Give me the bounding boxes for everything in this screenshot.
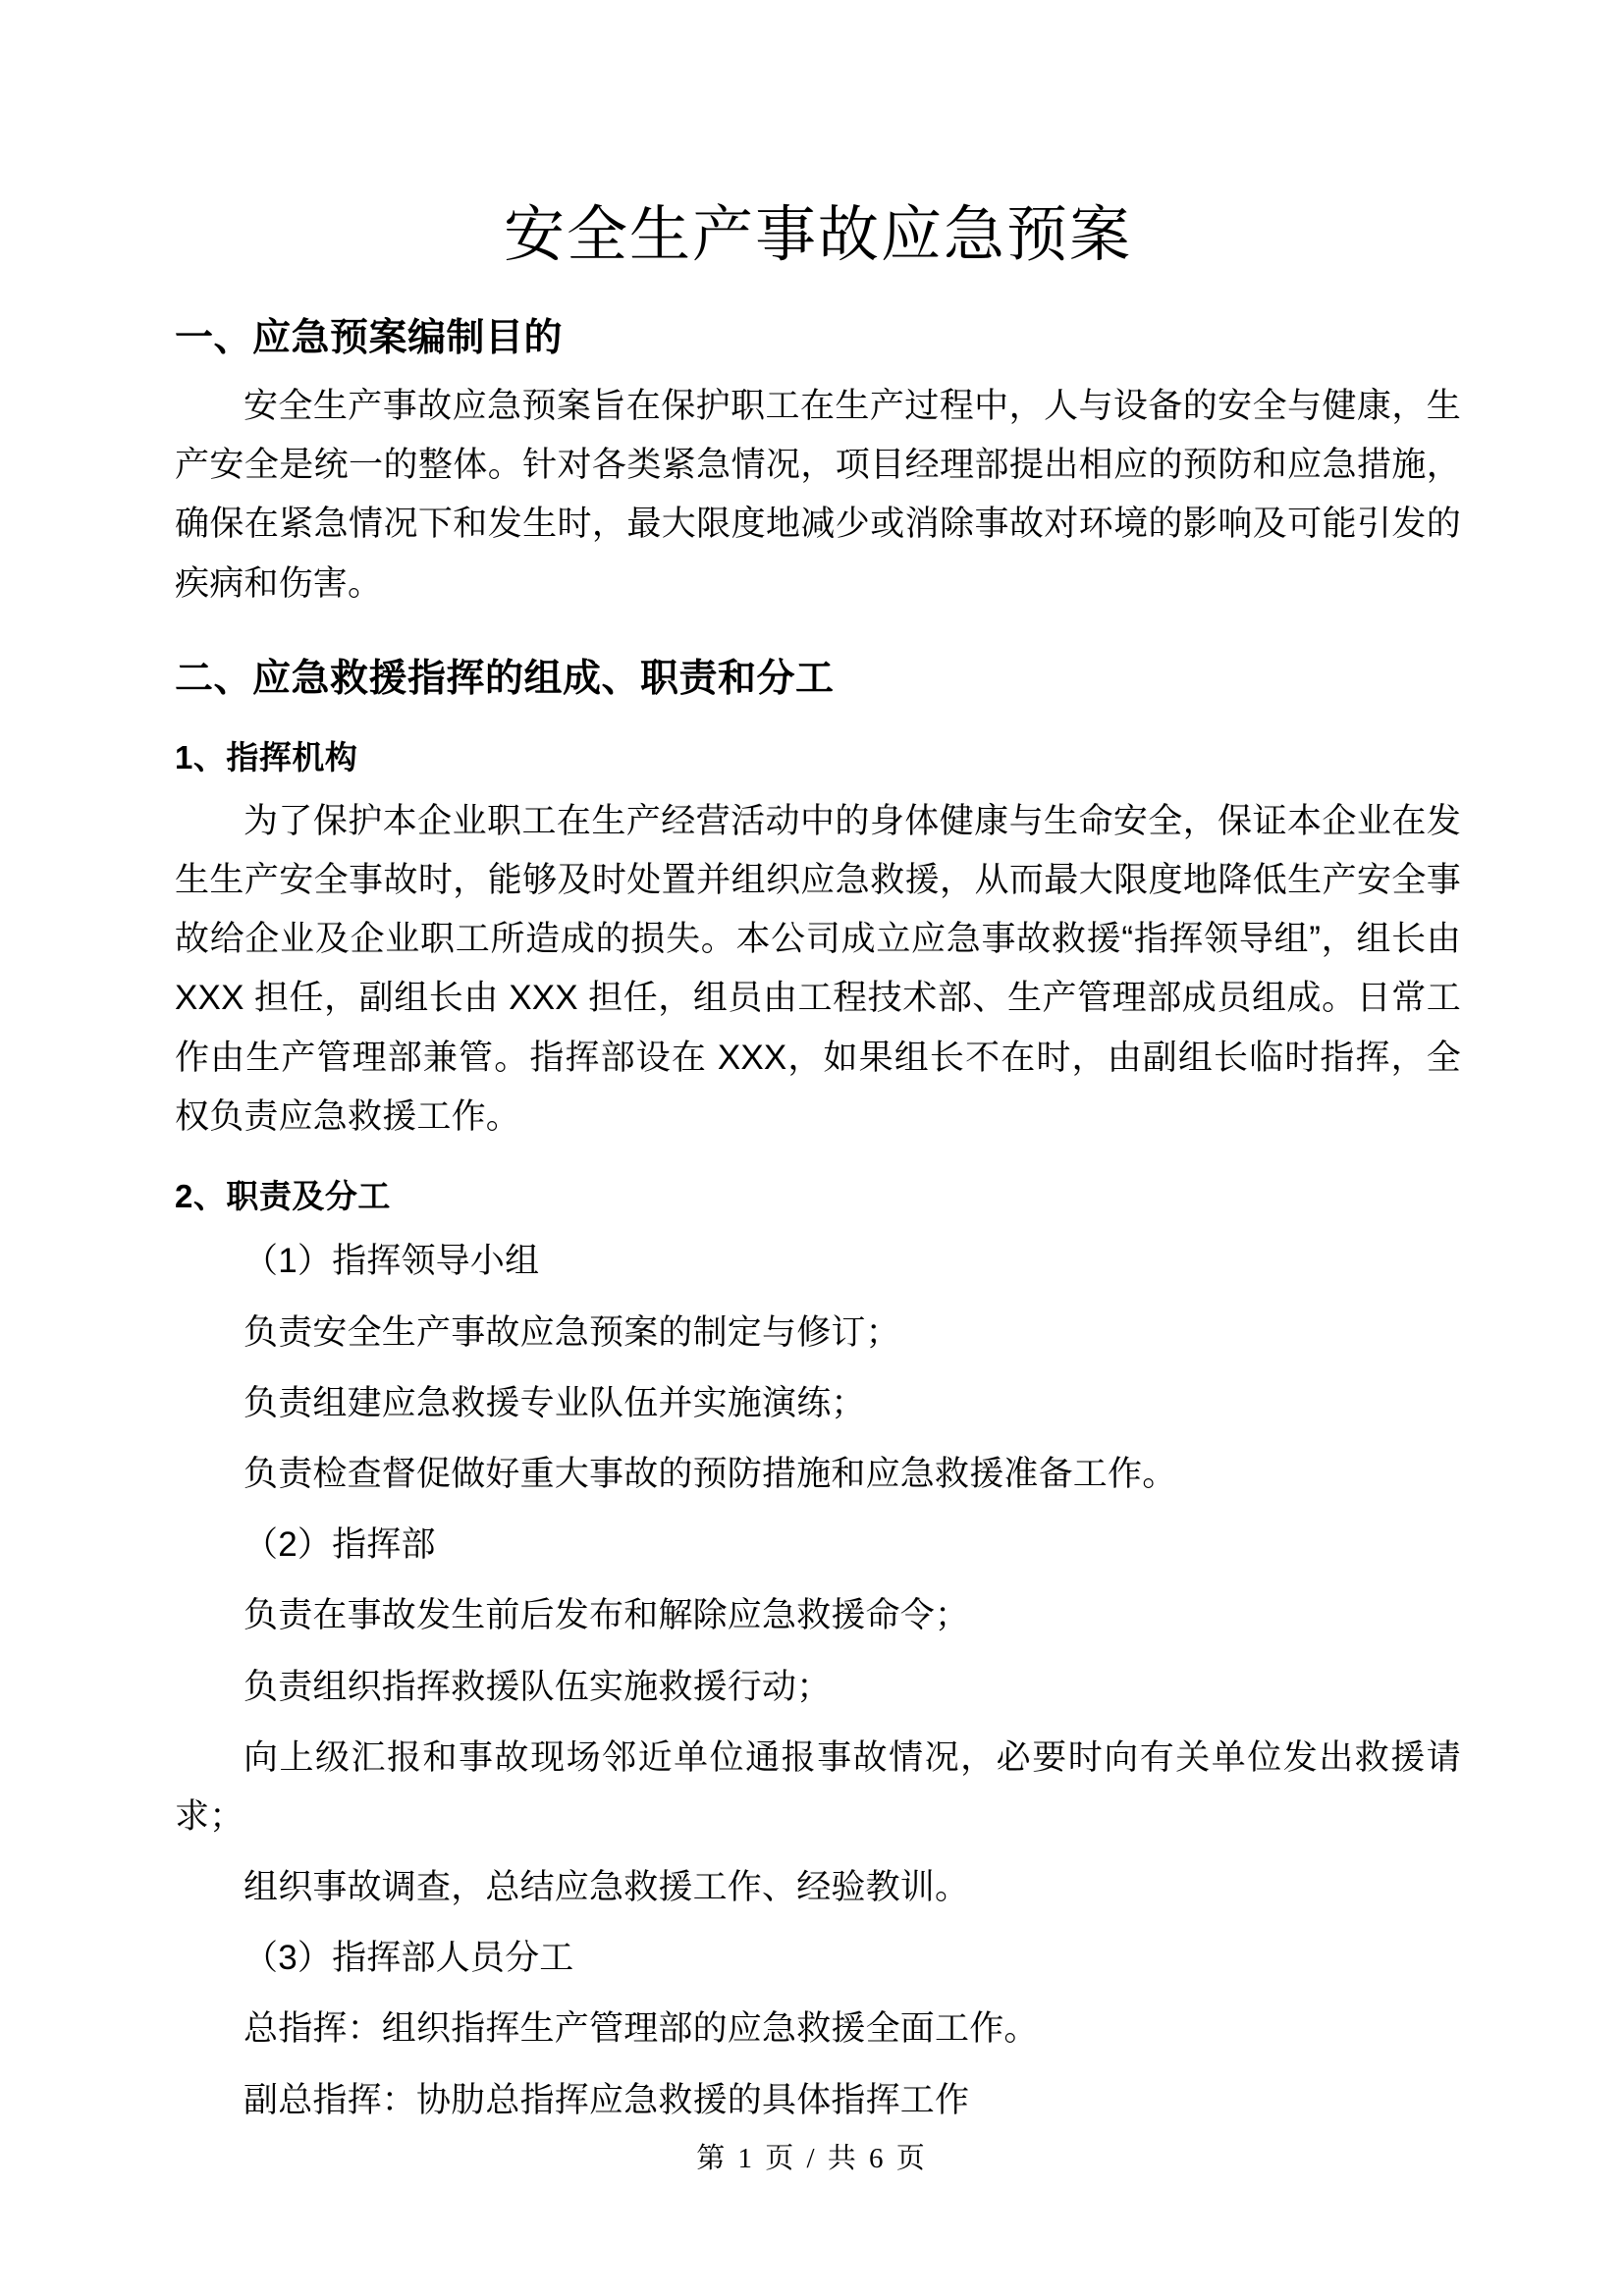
page-footer: 第 1 页 / 共 6 页: [696, 2143, 928, 2174]
list-item: 负责组织指挥救援队伍实施救援行动；: [244, 1667, 832, 1706]
list-item: 负责组建应急救援专业队伍并实施演练；: [244, 1383, 866, 1422]
list-item: 组织事故调查，总结应急救援工作、经验教训。: [244, 1868, 970, 1907]
section-heading-2: 二、应急救援指挥的组成、职责和分工: [175, 657, 835, 700]
list-item: 负责安全生产事故应急预案的制定与修订；: [244, 1312, 900, 1352]
list-item: 副总指挥：协肋总指挥应急救援的具体指挥工作: [244, 2080, 970, 2119]
subsection-heading-2-1: 1、指挥机构: [175, 739, 358, 776]
list-item: （1）指挥领导小组: [244, 1242, 540, 1281]
page-title: 安全生产事故应急预案: [503, 198, 1132, 270]
document-content: [175, 0, 1461, 2130]
list-item: 向上级汇报和事故现场邻近单位通报事故情况，必要时向有关单位发出救援请求；: [175, 1737, 1461, 1836]
section-heading-1: 一、应急预案编制目的: [175, 316, 564, 359]
subsection-2-1-paragraph-1: 为了保护本企业职工在生产经营活动中的身体健康与生命安全，保证本企业在发生生产安全事故时，能够及时处置并组织应急救援，从而最大限度地降低生产安全事故给企业及企业职工所造成的损失。本公司成立应急事故救援“指挥领导组”，组长由 XXX 担任，副组长由 XXX 担任，组员由工程技术部、生产管理部成员组成。日常工作由生产管理部兼管。指挥部设在 XXX，如果组长不在时，由副组长临时指挥，全权负责应急救援工作。: [175, 801, 1461, 1136]
list-item: 总指挥：组织指挥生产管理部的应急救援全面工作。: [244, 2009, 1039, 2049]
subsection-heading-2-2: 2、职责及分工: [175, 1177, 391, 1214]
list-item: （2）指挥部: [244, 1525, 436, 1565]
list-item: 负责检查督促做好重大事故的预防措施和应急救援准备工作。: [244, 1454, 1177, 1493]
list-item: 负责在事故发生前后发布和解除应急救援命令；: [244, 1596, 970, 1635]
section-1-paragraph-1: 安全生产事故应急预案旨在保护职工在生产过程中，人与设备的安全与健康，生产安全是统一的整体。针对各类紧急情况，项目经理部提出相应的预防和应急措施，确保在紧急情况下和发生时，最大限度地减少或消除事故对环境的影响及可能引发的疾病和伤害。: [175, 387, 1461, 603]
list-item: （3）指挥部人员分工: [244, 1939, 574, 1978]
